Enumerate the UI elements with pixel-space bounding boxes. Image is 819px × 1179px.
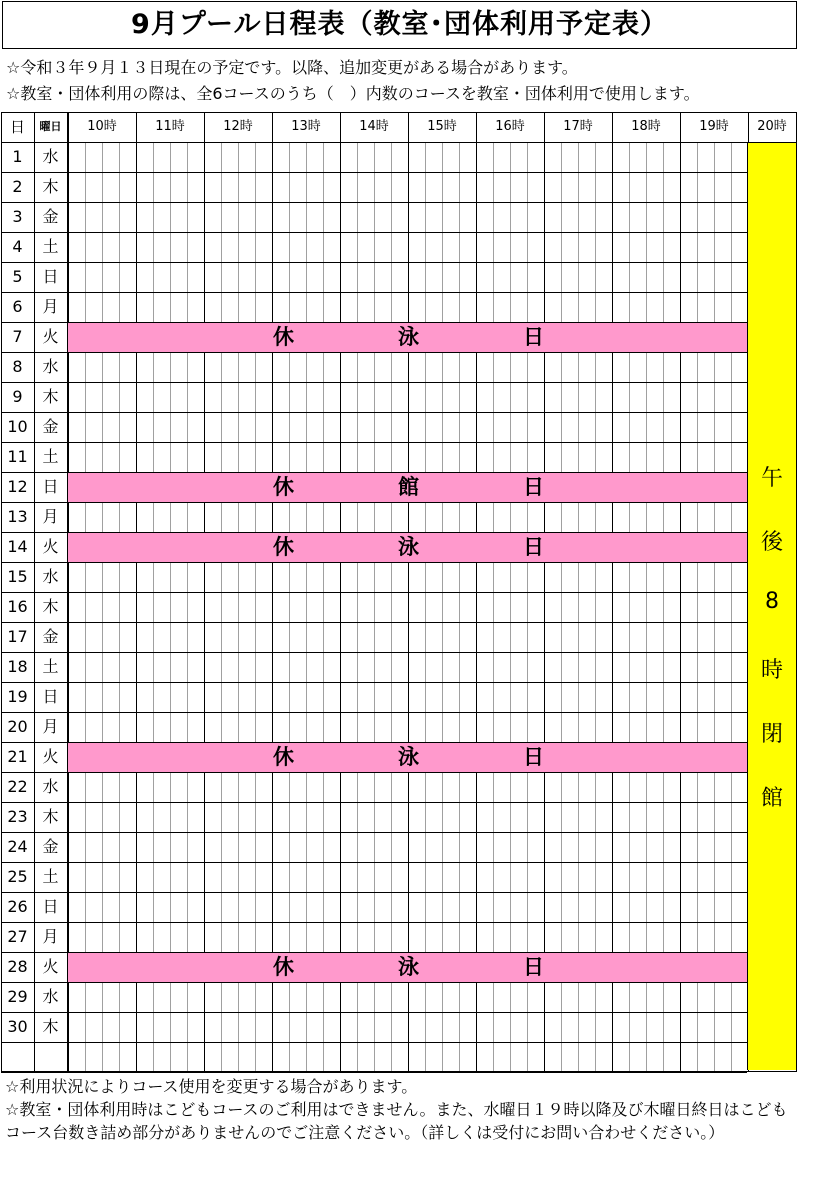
closed-day-char: 日 (523, 745, 544, 769)
note-line-2: ☆教室・団体利用の際は、全6コースのうち（ ）内数のコースを教室・団体利用で使用します。 (6, 84, 700, 103)
closed-day-char: 休 (273, 475, 294, 499)
grid-subline (629, 142, 630, 1072)
grid-row-line (1, 1012, 747, 1013)
day-number: 11 (7, 447, 28, 466)
evening-closing-column (747, 143, 797, 1070)
day-number: 13 (7, 507, 28, 526)
day-weekday: 日 (42, 687, 59, 706)
closed-day-char: 館 (398, 475, 419, 499)
grid-subline (425, 142, 426, 1072)
grid-subline (561, 142, 562, 1072)
evening-closing-char: 閉 (760, 722, 783, 747)
day-weekday: 月 (42, 717, 59, 736)
grid-subline (289, 142, 290, 1072)
grid-subline (391, 142, 392, 1072)
grid-row-line (1, 232, 747, 233)
grid-subline (510, 142, 511, 1072)
grid-subline (238, 142, 239, 1072)
day-weekday: 木 (42, 387, 59, 406)
day-weekday: 水 (42, 567, 59, 586)
closed-day-band (68, 742, 747, 773)
grid-subline (357, 142, 358, 1072)
header-hour: 11時 (155, 119, 185, 134)
grid-bottom-border (1, 1071, 797, 1072)
grid-subline (578, 142, 579, 1072)
grid-subline (323, 142, 324, 1072)
day-weekday: 金 (42, 417, 59, 436)
day-weekday: 土 (42, 867, 59, 886)
day-number: 21 (7, 747, 28, 766)
closed-day-char: 休 (273, 535, 294, 559)
day-weekday: 水 (42, 777, 59, 796)
header-hour: 19時 (699, 119, 729, 134)
day-weekday: 月 (42, 297, 59, 316)
day-weekday: 水 (42, 987, 59, 1006)
day-weekday: 日 (42, 477, 59, 496)
day-weekday: 日 (42, 897, 59, 916)
grid-subline (493, 142, 494, 1072)
day-weekday: 土 (42, 657, 59, 676)
header-hour: 16時 (495, 119, 525, 134)
grid-subline (697, 142, 698, 1072)
day-number: 17 (7, 627, 28, 646)
footer-notes (1, 1075, 796, 1144)
header-hour: 15時 (427, 119, 457, 134)
day-number: 2 (12, 177, 23, 196)
day-weekday: 金 (42, 627, 59, 646)
closed-day-char: 日 (523, 535, 544, 559)
day-number: 3 (12, 207, 23, 226)
grid-row-line (1, 652, 747, 653)
day-number: 20 (7, 717, 28, 736)
day-number: 18 (7, 657, 28, 676)
evening-closing-char: 後 (760, 530, 783, 555)
footer-note-1: ☆利用状況によりコース使用を変更する場合があります。 (5, 1077, 418, 1096)
note-line-1: ☆令和３年９月１３日現在の予定です。以降、追加変更がある場合があります。 (6, 58, 578, 77)
closed-day-char: 休 (273, 325, 294, 349)
day-weekday: 水 (42, 147, 59, 166)
day-weekday: 木 (42, 177, 59, 196)
grid-subline (102, 142, 103, 1072)
day-number: 6 (12, 297, 23, 316)
footer-note-2: ☆教室・団体利用時はこどもコースのご利用はできません。また、水曜日１９時以降及び木曜日終日はこどもコース台数き詰め部分がありませんのでご注意ください。（詳しくは受付にお問い合わせください。） (5, 1100, 788, 1142)
header-hour: 12時 (223, 119, 253, 134)
day-weekday: 月 (42, 507, 59, 526)
closed-day-char: 泳 (398, 325, 419, 349)
grid-row-line (1, 202, 747, 203)
day-weekday: 水 (42, 357, 59, 376)
schedule-grid (1, 112, 797, 1070)
grid-row-line (1, 172, 747, 173)
day-number: 5 (12, 267, 23, 286)
closed-day-char: 日 (523, 475, 544, 499)
grid-row-line (1, 382, 747, 383)
closed-day-band (68, 532, 747, 563)
day-number: 7 (12, 327, 23, 346)
grid-subline (663, 142, 664, 1072)
header-hour: 20時 (757, 119, 787, 134)
day-weekday: 火 (42, 957, 59, 976)
grid-row-line (1, 832, 747, 833)
grid-row-line (1, 412, 747, 413)
day-weekday: 火 (42, 747, 59, 766)
grid-subline (306, 142, 307, 1072)
day-weekday: 火 (42, 537, 59, 556)
closed-day-band (68, 952, 747, 983)
day-number: 22 (7, 777, 28, 796)
header-hour: 14時 (359, 119, 389, 134)
day-number: 8 (12, 357, 23, 376)
day-weekday: 土 (42, 237, 59, 256)
day-number: 9 (12, 387, 23, 406)
header-day: 日 (9, 118, 25, 136)
day-number: 30 (7, 1017, 28, 1036)
day-weekday: 日 (42, 267, 59, 286)
grid-row-line (1, 622, 747, 623)
evening-closing-char: 時 (760, 658, 783, 683)
grid-row-line (1, 442, 747, 443)
closed-day-band (68, 472, 747, 503)
day-weekday: 木 (42, 597, 59, 616)
day-number: 28 (7, 957, 28, 976)
grid-row-line (1, 802, 747, 803)
closed-day-char: 泳 (398, 745, 419, 769)
day-number: 15 (7, 567, 28, 586)
grid-subline (119, 142, 120, 1072)
day-weekday: 土 (42, 447, 59, 466)
day-weekday: 木 (42, 1017, 59, 1036)
day-number: 4 (12, 237, 23, 256)
closed-day-char: 日 (523, 955, 544, 979)
header-hour: 18時 (631, 119, 661, 134)
day-weekday (34, 1042, 67, 1072)
evening-closing-char: 8 (765, 589, 779, 614)
grid-subline (714, 142, 715, 1072)
day-number: 27 (7, 927, 28, 946)
grid-header-line (1, 142, 797, 143)
grid-row-line (1, 1042, 747, 1043)
grid-top-border (1, 112, 797, 113)
day-weekday: 月 (42, 927, 59, 946)
grid-subline (374, 142, 375, 1072)
day-number: 24 (7, 837, 28, 856)
closed-day-char: 日 (523, 325, 544, 349)
day-number: 14 (7, 537, 28, 556)
day-number: 1 (12, 147, 23, 166)
page-title: 9月プール日程表（教室･団体利用予定表） (2, 1, 797, 49)
grid-subline (153, 142, 154, 1072)
day-number: 12 (7, 477, 28, 496)
header-hour: 13時 (291, 119, 321, 134)
grid-row-line (1, 712, 747, 713)
grid-row-line (1, 862, 747, 863)
day-number: 23 (7, 807, 28, 826)
grid-subline (170, 142, 171, 1072)
header-weekday: 曜日 (39, 120, 62, 133)
closed-day-char: 泳 (398, 955, 419, 979)
day-number: 19 (7, 687, 28, 706)
closed-day-char: 休 (273, 955, 294, 979)
day-weekday: 木 (42, 807, 59, 826)
day-weekday: 金 (42, 207, 59, 226)
grid-row-line (1, 682, 747, 683)
grid-subline (646, 142, 647, 1072)
day-number (1, 1042, 34, 1072)
evening-closing-char: 館 (760, 786, 783, 811)
grid-subline (85, 142, 86, 1072)
header-hour: 10時 (87, 119, 117, 134)
grid-subline (255, 142, 256, 1072)
header-hour: 17時 (563, 119, 593, 134)
closed-day-band (68, 322, 747, 353)
grid-subline (459, 142, 460, 1072)
grid-row-line (1, 1072, 747, 1073)
grid-subline (187, 142, 188, 1072)
grid-subline (731, 142, 732, 1072)
grid-subline (442, 142, 443, 1072)
grid-subline (527, 142, 528, 1072)
grid-row-line (1, 592, 747, 593)
grid-row-line (1, 922, 747, 923)
grid-subline (221, 142, 222, 1072)
closed-day-char: 休 (273, 745, 294, 769)
grid-row-line (1, 892, 747, 893)
day-number: 26 (7, 897, 28, 916)
evening-closing-char: 午 (760, 466, 783, 491)
grid-row-line (1, 292, 747, 293)
grid-subline (595, 142, 596, 1072)
day-weekday: 火 (42, 327, 59, 346)
day-number: 25 (7, 867, 28, 886)
day-number: 29 (7, 987, 28, 1006)
day-number: 10 (7, 417, 28, 436)
day-weekday: 金 (42, 837, 59, 856)
grid-row-line (1, 262, 747, 263)
closed-day-char: 泳 (398, 535, 419, 559)
day-number: 16 (7, 597, 28, 616)
